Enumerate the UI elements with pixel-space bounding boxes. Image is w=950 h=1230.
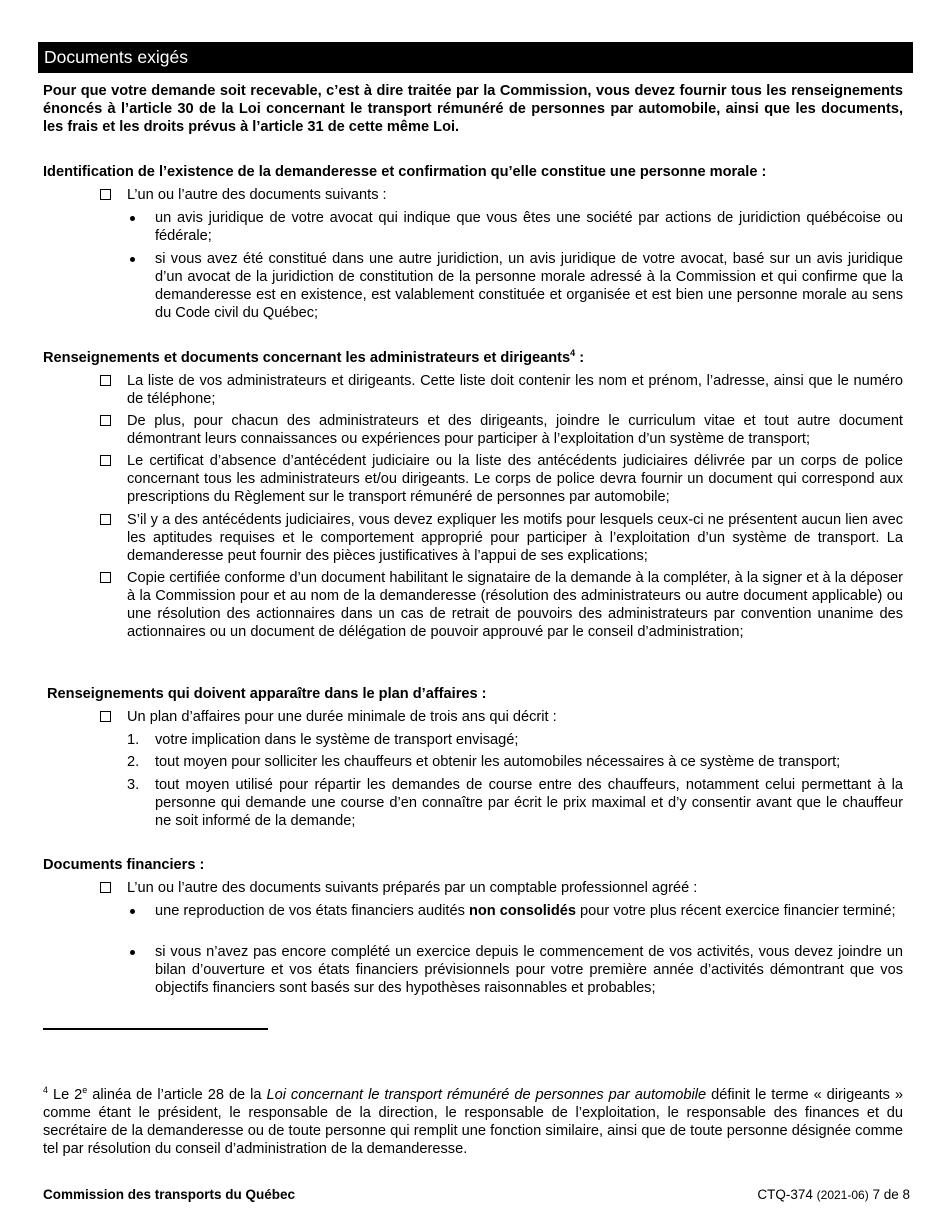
checkbox-label: Le certificat d’absence d’antécédent judiciaire ou la liste des antécédents judiciaires délivrée par un corps de police concernant tous les administrateurs et/ou dirigeants. Le corps de police devra fournir un document qui correspond aux prescriptions du Règlement sur le transport rémunéré de personnes par automobile; [127, 453, 903, 505]
footnote-separator [43, 1028, 268, 1030]
bullet-item [127, 902, 903, 920]
footnote-reference[interactable]: 4 [570, 348, 576, 359]
intro-paragraph: Pour que votre demande soit recevable, c’est à dire traitée par la Commission, vous devez fournir tous les renseignements énoncés à l’article 30 de la Loi concernant le transport rémunéré de personnes par automobile, ainsi que les documents, les frais et les droits prévus à l’article 31 de cette même Loi. [43, 83, 903, 135]
checkbox-label: De plus, pour chacun des administrateurs et des dirigeants, joindre le curriculum vitae et tout autre document démontrant leurs connaissances ou expériences pour participer à l’exploitation d’un système de transport; [127, 413, 903, 447]
numbered-item [127, 753, 903, 771]
checkbox-item [100, 186, 903, 204]
bullet-icon [130, 216, 135, 221]
bullet-item [127, 209, 903, 245]
bullet-text: si vous avez été constitué dans une autre juridiction, un avis juridique de votre avocat, basé sur un avis juridique d’un avocat de la juridiction de constitution de la personne morale adressé à la Commission et qui confirme que la demanderesse est en existence, est valablement constituée et organisée et est bien une personne morale au sens du Code civil du Québec; [155, 251, 903, 321]
checkbox-icon[interactable] [100, 375, 111, 386]
page-number: 7 de 8 [872, 1187, 910, 1202]
checkbox-item [100, 569, 903, 641]
item-number: 3. [127, 777, 140, 793]
checkbox-item [100, 412, 903, 448]
checkbox-label: L’un ou l’autre des documents suivants : [127, 187, 387, 203]
section-banner: Documents exigés [38, 42, 913, 73]
bullet-icon [130, 950, 135, 955]
item-number: 2. [127, 754, 140, 770]
item-number: 1. [127, 732, 140, 748]
checkbox-label: S’il y a des antécédents judiciaires, vous devez expliquer les motifs pour lesquels ceux-ci ne présentent aucun lien avec les aptitudes requises et le comportement approprié pour participer à l’exploitation d’un système de transport. La demanderesse peut fournir des pièces justificatives à l’appui de ses explications; [127, 512, 903, 564]
checkbox-label: L’un ou l’autre des documents suivants préparés par un comptable professionnel agréé : [127, 880, 698, 896]
bullet-item [127, 250, 903, 322]
checkbox-item [100, 452, 903, 506]
footer-form-info: CTQ-374 (2021-06) 7 de 8 [757, 1187, 910, 1202]
checkbox-icon[interactable] [100, 514, 111, 525]
checkbox-icon[interactable] [100, 189, 111, 200]
bullet-icon [130, 257, 135, 262]
bullet-icon [130, 909, 135, 914]
checkbox-label: La liste de vos administrateurs et dirigeants. Cette liste doit contenir les nom et prénom, l’adresse, ainsi que le numéro de téléphone; [127, 373, 903, 407]
checkbox-item [100, 879, 903, 897]
checkbox-label: Un plan d’affaires pour une durée minimale de trois ans qui décrit : [127, 709, 557, 725]
bullet-text: si vous n’avez pas encore complété un exercice depuis le commencement de vos activités, vous devez joindre un bilan d’ouverture et vos états financiers prévisionnels pour votre première année d’activités démontrant que vos objectifs financiers sont basés sur des hypothèses raisonnables et probables; [155, 944, 903, 996]
footnote: $^4$ Le 2e alinéa de l’article 28 de la Loi concernant le transport rémunéré de personnes par automobile définit le terme « dirigeants » comme étant le président, le responsable de la direction, le responsable de l’exploitation, le responsable des finances et du secrétaire de la demanderesse ou de toute personne qui remplit une fonction similaire, ainsi que de toute personne désignée comme tel par résolution du conseil d’administration de la demanderesse. [43, 1085, 904, 1157]
numbered-item [127, 776, 903, 830]
item-text: votre implication dans le système de transport envisagé; [155, 732, 519, 748]
numbered-item [127, 731, 903, 749]
law-title: Loi concernant le transport rémunéré de personnes par automobile [266, 1087, 707, 1103]
section-heading-administrateurs: Renseignements et documents concernant les administrateurs et dirigeants$^4$ : [43, 348, 585, 366]
checkbox-label: Copie certifiée conforme d’un document habilitant le signataire de la demande à la compléter, à la signer et à la déposer à la Commission pour et au nom de la demanderesse (résolution des administrateurs ou autre document applicable) ou une résolution des actionnaires dans un cas de retrait de pouvoirs des administrateurs par convention unanime des actionnaires ou un document de délégation de pouvoir approuvé par le conseil d’administration; [127, 570, 903, 640]
section-heading-plan-affaires: Renseignements qui doivent apparaître dans le plan d’affaires : [47, 686, 487, 702]
checkbox-icon[interactable] [100, 882, 111, 893]
checkbox-icon[interactable] [100, 572, 111, 583]
section-heading-documents-financiers: Documents financiers : [43, 857, 205, 873]
bullet-item [127, 943, 903, 997]
checkbox-icon[interactable] [100, 455, 111, 466]
bullet-text: une reproduction de vos états financiers audités non consolidés pour votre plus récent exercice financier terminé; [155, 903, 896, 919]
checkbox-icon[interactable] [100, 415, 111, 426]
checkbox-item [100, 511, 903, 565]
item-text: tout moyen pour solliciter les chauffeurs et obtenir les automobiles nécessaires à ce système de transport; [155, 754, 841, 770]
section-heading-identification: Identification de l’existence de la demanderesse et confirmation qu’elle constitue une personne morale : [43, 164, 767, 180]
bullet-text: un avis juridique de votre avocat qui indique que vous êtes une société par actions de juridiction québécoise ou fédérale; [155, 210, 903, 244]
checkbox-item [100, 708, 903, 726]
checkbox-item [100, 372, 903, 408]
checkbox-icon[interactable] [100, 711, 111, 722]
item-text: tout moyen utilisé pour répartir les demandes de course entre des chauffeurs, notamment celui permettant à la personne qui demande une course d’en connaître par écrit le prix maximal et d’y consentir avant que le chauffeur ne soit informé de la demande; [155, 777, 903, 829]
footer-organization: Commission des transports du Québec [43, 1187, 296, 1202]
